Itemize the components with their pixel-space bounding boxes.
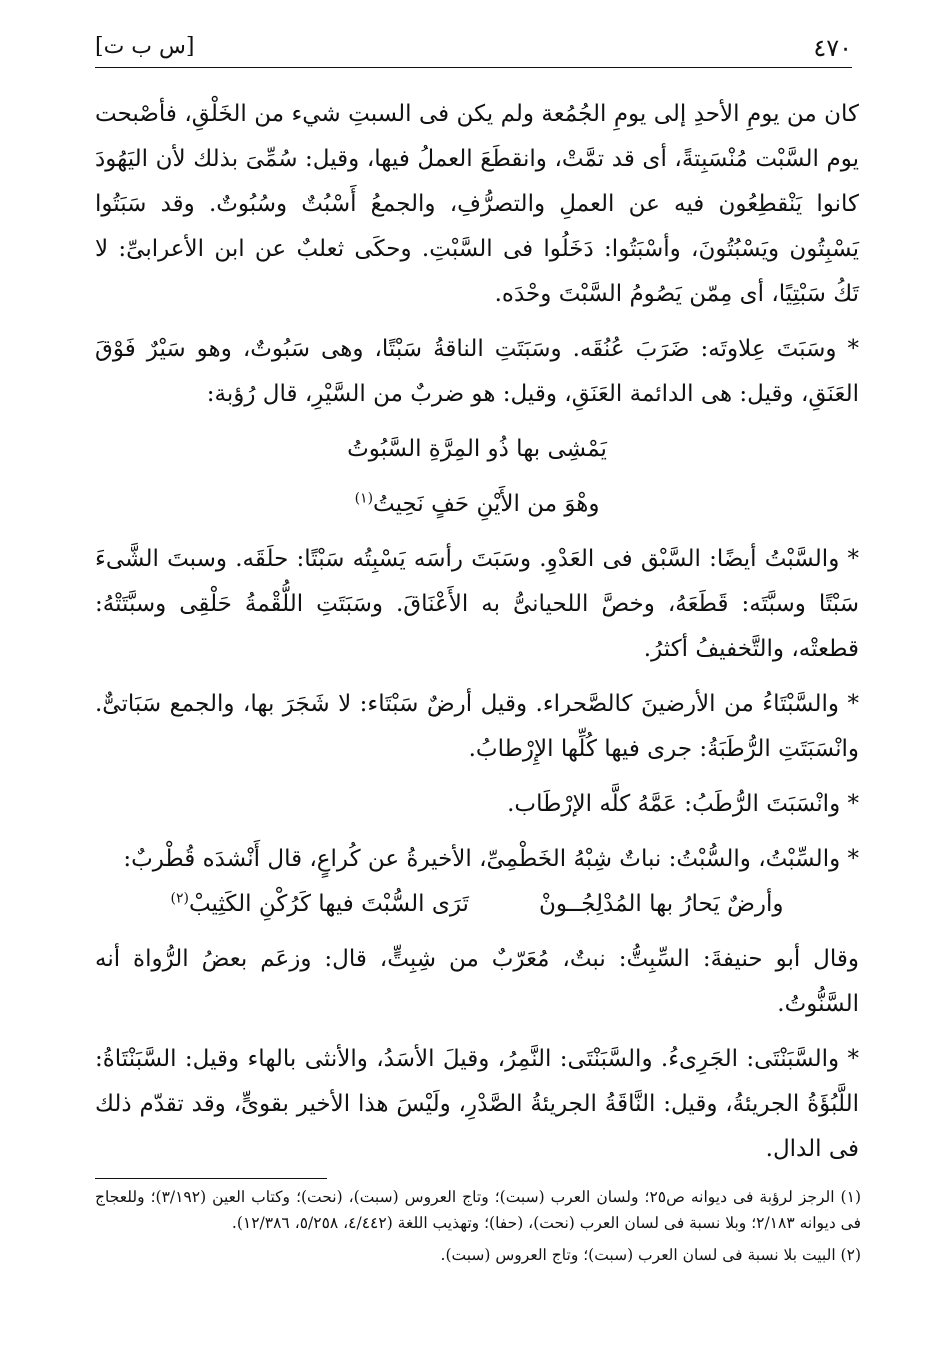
footnote: (٢) البيت بلا نسبة فى لسان العرب (سبت)؛ وتاج العروس (سبت). [440,1246,861,1264]
verse-couplet [95,882,859,927]
verse-hemistich: وأرضٌ يَحارُ بها المُدْلِجُــونْ [538,891,784,917]
verse-text: وهْوَ من الأَيْنِ حَفٍ نَحِيتُ [373,491,600,517]
footnotes [95,1184,861,1274]
paragraph: وقال أبو حنيفةَ: السِّبِتُّ: نبتٌ، مُعَرّبٌ من شِبِتٍّ، قال: وزعَم بعضُ الرُّواة أنه السَّنُّوتُ. [95,946,859,1017]
page-header [95,28,852,68]
verse-line [95,482,859,527]
footnote: (١) الرجز لرؤبة فى ديوانه ص٢٥؛ ولسان العرب (سبت)؛ وتاج العروس (سبت)، (نحت)؛ وكتاب العين (٣/١٩٢)؛ وللعجاج فى ديوانه ٢/١٨٣؛ وبلا نسبة فى لسان العرب (نحت)، (حفا)؛ وتهذيب اللغة (٤/٤٤٢، ٥/٢٥٨، ١٢/٣٨٦). [95,1188,861,1232]
paragraph: * والسَّبَنْتَى: الجَرِىءُ. والسَّبَنْتَى: النَّمِرُ، وقيلَ الأسَدُ، والأنثى بالهاء وقيل: السَّبَنْتَاةُ: اللَّبُؤَةُ الجريئةُ، وقيل: النَّاقَةُ الجريئةُ الصَّدْرِ، ولَيْسَ هذا الأخير بقوىٍّ، وقد تقدّم ذلك فى الدال. [95,1046,859,1162]
paragraph: كان من يومِ الأحدِ إلى يومِ الجُمُعة ولم يكن فى السبتِ شيء من الخَلْقِ، فأصْبحت يوم السَّبْت مُنْسَبِتةً، أى قد تمَّتْ، وانقطَعَ العملُ فيها، وقيل: سُمِّىَ بذلك لأن اليَهُودَ كانوا يَنْقطِعُون فيه عن العملِ والتصرُّفِ، والجمعُ أَسْبُتٌ وسُبُوتٌ. وقد سَبَتُوا يَسْبِتُون ويَسْبُتُونَ، وأسْبَتُوا: دَخَلُوا فى السَّبْتِ. وحكَى ثعلبٌ عن ابن الأعرابىِّ: لا تَكُ سَبْتِيًا، أى مِمّن يَصُومُ السَّبْتَ وحْدَه. [95,101,859,307]
verse-line: يَمْشِى بها ذُو المِرَّةِ السَّبُوتُ [347,436,607,462]
paragraph: * والسِّبْتُ، والسُّبْتُ: نباتٌ شِبْهُ الخَطْمِىِّ، الأخيرةُ عن كُراعٍ، قال أَنْشدَه قُطْربٌ: [123,846,859,872]
paragraph: * وسَبَتَ عِلاوتَه: ضَرَبَ عُنُقَه. وسَبَتَتِ الناقةُ سَبْتًا، وهى سَبُوتٌ، وهو سَيْرٌ فَوْقَ العَنَقِ، وقيل: هى الدائمة العَنَقِ، وقيل: هو ضربٌ من السَّيْرِ، قال رُؤبة: [95,336,859,407]
verse-hemistich-2 [170,882,468,927]
footnote-marker: (٢) [170,890,189,907]
paragraph: * والسَّبْتَاءُ من الأرضينَ كالصَّحراء. وقيل أرضٌ سَبْتَاء: لا شَجَرَ بها، والجمع سَبَاتىٌّ. وانْسَبَتَتِ الرُّطَبَةُ: جرى فيها كُلِّها الإِرْطابُ. [95,691,859,762]
paragraph: * والسَّبْتُ أيضًا: السَّبْق فى العَدْوِ. وسَبَتَ رأسَه يَسْبِتُه سَبْتًا: حلَقَه. وسبتَ الشَّىءَ سَبْتًا وسبَّتَه: قَطَعَهُ، وخصَّ اللحيانىُّ به الأَعْنَاقَ. وسَبَتَتِ اللُّقْمةُ حَلْقِى وسبَّتَتْهُ: قطعتْه، والتَّخفيفُ أكثرُ. [95,546,859,662]
root-label: [س ب ت] [95,34,195,59]
footnote-marker: (١) [354,490,374,507]
header-rule [95,67,852,68]
verse-text: تَرَى السُّبْتَ فيها كَرُكْنِ الكَثِيبْ [188,891,469,917]
paragraph: * وانْسَبَتَ الرُّطَبُ: عَمَّهُ كلَّه الإرْطَاب. [507,791,859,817]
page-number: ٤٧٠ [813,34,852,62]
footnote-rule [95,1178,327,1179]
main-text [95,92,859,1182]
